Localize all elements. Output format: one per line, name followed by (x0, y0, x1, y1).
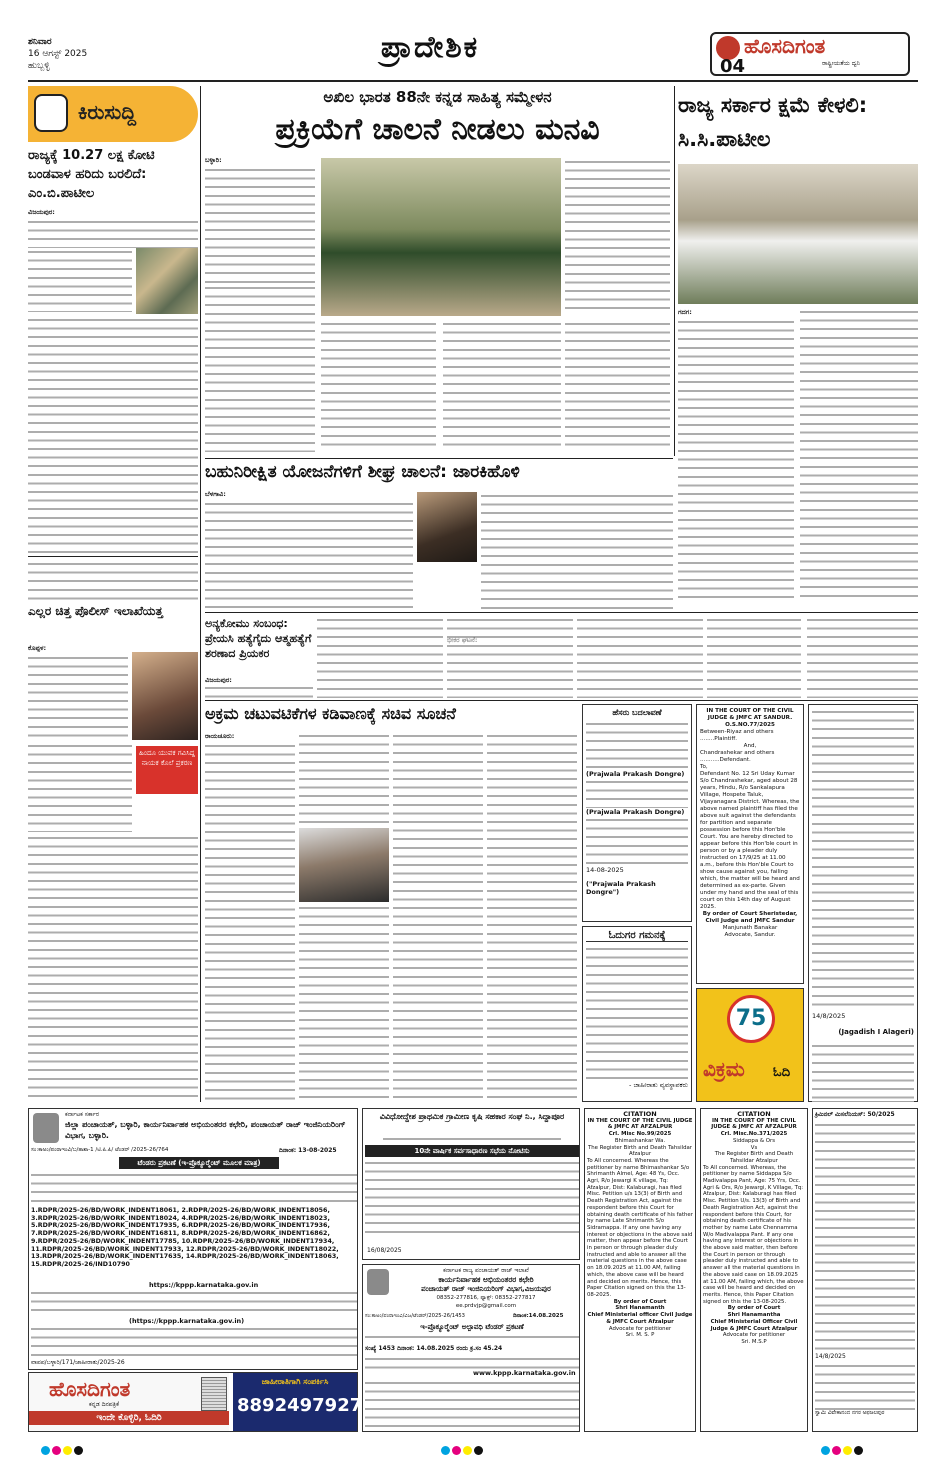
sandur-advocate: Manjunath Banakar (722, 925, 778, 931)
divider (205, 700, 918, 701)
yellow-dot (843, 1446, 852, 1455)
magenta-dot (52, 1446, 61, 1455)
kirusuddi-dateline: ವಿಜಯಪುರ: (28, 208, 55, 216)
masthead-date: 16 ಆಗಸ್ಟ್ 2025 (28, 49, 88, 59)
right-notice-1-footer (812, 1042, 914, 1102)
kirusuddi-label: ಕಿರುಸುದ್ದಿ (78, 100, 137, 124)
akrama-body-2 (299, 732, 389, 828)
subhead-police: ಎಲ್ಲರ ಚಿತ್ತ ಪೊಲೀಸ್ ಇಲಾಖೆಯತ್ತ (28, 604, 163, 618)
lead-body-col2 (321, 320, 436, 452)
sandur-advocate2: Advocate, Sandur. (724, 932, 776, 938)
vjp-body-3 (365, 1379, 579, 1429)
cyan-dot (821, 1446, 830, 1455)
right-notice-1-sign: (Jagadish I Alageri) (838, 1028, 914, 1036)
black-dot (474, 1446, 483, 1455)
readers-notice (582, 926, 692, 1102)
right-notice-1-date: 14/8/2025 (812, 1012, 846, 1020)
lead-body-col1 (205, 166, 315, 284)
zp-footer-ref: ವಾಪಪ/ಬಳ್ಳಾರಿ/171/ಜಾಹೀರಾತು/2025-26 (31, 1359, 125, 1366)
vjp-body-1 (365, 1333, 579, 1343)
zp-govt: ಕರ್ನಾಟಕ ಸರ್ಕಾರ (65, 1111, 100, 1118)
akrama-story (205, 704, 577, 1102)
ad-contact-label: ಜಾಹೀರಾತಿಗಾಗಿ ಸಂಪರ್ಕಿಸಿ (261, 1377, 329, 1386)
citation2-order: By order of Court (727, 1305, 781, 1312)
jarkiholi-story (205, 462, 673, 610)
registration-marks-center (440, 1440, 560, 1452)
cyan-dot (41, 1446, 50, 1455)
coop-banner: 10ನೇ ವಾರ್ಷಿಕ ಸರ್ವಸಾಧಾರಣ ಸಭೆಯ ನೋಟಿಸು (365, 1145, 579, 1157)
citation2-case: Crl. Misc.No.371/2025 (720, 1131, 788, 1138)
anyakoma-story (205, 616, 918, 698)
anyakoma-body-5 (707, 616, 801, 698)
lead-body-col4b (565, 320, 670, 452)
jarkiholi-body-1 (205, 500, 413, 610)
sandur-to: To, (700, 764, 708, 770)
jarkiholi-dateline: ಬೆಳಗಾವಿ: (205, 490, 226, 498)
zp-tender-ids: 1.RDPR/2025-26/BD/WORK_INDENT18061, 2.RDPR/2025-26/BD/WORK_INDENT18056, 3.RDPR/2025-26/BD/WORK_INDENT18024, 4.RDPR/2025-26/BD/WORK_INDENT18023, 5.RDPR/2025-26/BD/WORK_INDENT17935, 6.RDPR/2025-26/BD/WORK_INDENT17936, 7.RDPR/2025-26/BD/WORK_INDENT16811, 8.RDPR/2025-26/BD/WORK_INDENT16862, 9.RDPR/2025-26/BD/WORK_INDENT17785, 10.RDPR/2025-26/BD/WORK_INDENT17934, 11.RDPR/2025-26/BD/WORK_INDENT17933, 12.RDPR/2025-26/BD/WORK_INDENT18022, 13.RDPR/2025-26/BD/WORK_INDENT17635, 14.RDPR/2025-26/BD/WORK_INDENT18063, 15.RDPR/2025-26/IND10790 (31, 1207, 339, 1268)
right-notice-1-body (812, 708, 914, 1008)
zp-body-3 (31, 1325, 357, 1357)
kirusuddi-badge (28, 86, 198, 142)
citation2-vs: Vs (750, 1144, 758, 1151)
sandur-and: And, (743, 743, 757, 749)
vjp-ref: ಸಂ:ಕಾಅಂ/ಪಂರಾಇಂವಿ/ವಿಜ/ಟೆಂಡರ್/2025-26/1453 (365, 1313, 465, 1319)
ad-sub: ಕನ್ನಡ ದಿನಪತ್ರಿಕೆ (89, 1401, 120, 1408)
minister-portrait (136, 248, 198, 314)
vjp-office2: ಕಾರ್ಯನಿರ್ವಾಹಕ ಅಭಿಯಂತರರ ಕಛೇರಿ (438, 1275, 534, 1284)
vjp-portal: www.kppp.karnataka.gov.in (473, 1369, 576, 1377)
zp-portal: https://kppp.karnataka.gov.in (149, 1281, 259, 1289)
name-change-date: 14-08-2025 (586, 866, 624, 874)
anniversary-badge (727, 995, 775, 1043)
anyakoma-headline: ಅನ್ಯಕೋಮು ಸಂಬಂಧ: ಪ್ರೇಯಸಿ ಹತ್ಯೆಗೈದು ಆತ್ಮಹತ್ಯೆಗೆ ಶರಣಾದ ಪ್ರಿಯಕರ (205, 617, 312, 660)
yellow-dot (463, 1446, 472, 1455)
coop-society-notice (362, 1108, 580, 1260)
masthead-day: ಶನಿವಾರ (28, 37, 52, 47)
brand-name: ಹೊಸದಿಗಂತ (744, 34, 826, 58)
jarkiholi-body-2 (481, 492, 673, 610)
citation2-body: To All concerned. Whereas, the petitioner by name Siddappa S/o Madivalappa Pant, Age: 75 Yrs, Occ. Agri & Ors, R/o Jewargi, K Village, Tq: Afzalpur, Dist: Kalaburagi has filed Misc. Petition U/s. 13(3) of Birth and Death Registration Act, against the respondent before this Court, for obtaining death certificate of his mother by name Late Chennamma W/o Madivalappa Pant. If any one having any interest or objections in the above said matter, then before the Court in person or through pleader duly instructed and able to answer all the material questions in the above said case on 18.09.2025 at 11.00 AM, failing which, the above case will be heard and decided on merits. Hence, this Paper Citation signed on this the 13-08-2025. (703, 1164, 804, 1305)
citation2-respondent: The Register Birth and Death Tahsildar Afzalpur (714, 1151, 794, 1164)
black-dot (74, 1446, 83, 1455)
zp-tender-notice (28, 1108, 358, 1370)
citation1-respondent: The Register Birth and Death Tahsildar Afzalpur (587, 1144, 693, 1158)
name-change-notice (582, 704, 692, 922)
anyakoma-body-6 (807, 616, 918, 698)
sandur-case: O.S.NO.77/2025 (725, 722, 775, 728)
newspaper-thumbnail (201, 1377, 227, 1411)
sandur-court: IN THE COURT OF THE CIVIL JUDGE & JMFC AT SANDUR. (706, 708, 794, 721)
zp-body-2 (31, 1289, 357, 1315)
coop-title: ವಿವಿಧೋದ್ದೇಶ ಪ್ರಾಥಮಿಕ ಗ್ರಾಮೀಣ ಕೃಷಿ ಸಹಕಾರ ಸಂಘ ನಿ., ಸಿದ್ದಾಪೂರ (379, 1112, 565, 1121)
citation-notice-2 (700, 1108, 808, 1432)
vjp-body-line: ಸಂಖ್ಯೆ 1453 ದಿನಾಂಕ: 14.08.2025 ರಂದು ಕ್ರ.ಸಂ 45.24 (365, 1345, 503, 1352)
citation1-case: Crl. Misc No.99/2025 (608, 1131, 672, 1138)
section-title: ಪ್ರಾದೇಶಿಕ (380, 30, 480, 65)
right-notice-2-body (815, 1121, 915, 1351)
sandur-order: By order of Court Sheristedar, (702, 911, 798, 917)
citation1-advocate: Advocate for petitioner (608, 1325, 672, 1332)
kirusuddi-dateline-2: ಕೊಪ್ಪಳ: (28, 644, 47, 652)
akrama-body-3 (299, 904, 389, 1102)
vjp-office3: ಪಂಚಾಯತ್ ರಾಜ್ ಇಂಜಿನಿಯರಿಂಗ್ ವಿಭಾಗ,ವಿಜಯಪುರ (421, 1285, 551, 1293)
zp-body (31, 1171, 357, 1207)
anyakoma-body-1 (205, 684, 313, 698)
kirusuddi-body-1 (28, 218, 198, 248)
right-kannada-notice-2 (812, 1108, 918, 1432)
akrama-headline: ಅಕ್ರಮ ಚಟುವಟಿಕೆಗಳ ಕಡಿವಾಣಕ್ಕೆ ಸಚಿವ ಸೂಚನೆ (205, 704, 456, 723)
kirusuddi-hand-icon (34, 94, 68, 132)
vjp-email: ee.prdvjp@gmail.com (455, 1303, 517, 1309)
name-change-title: ಹೆಸರು ಬದಲಾವಣೆ (612, 708, 662, 717)
anyakoma-body-3 (447, 616, 573, 698)
citation1-court: IN THE COURT OF THE CIVIL JUDGE & JMFC AT AFZALPUR (587, 1117, 693, 1131)
zp-date: ದಿನಾಂಕ: 13-08-2025 (279, 1147, 337, 1154)
jarkiholi-headline: ಬಹುನಿರೀಕ್ಷಿತ ಯೋಜನೆಗಳಿಗೆ ಶೀಘ್ರ ಚಾಲನೆ: ಜಾರಕಿಹೊಳಿ (205, 462, 520, 482)
masthead-rule (28, 80, 918, 82)
citation2-advocate-name: Sri. M.S.P (741, 1338, 767, 1345)
kirusuddi-body-3 (28, 316, 198, 556)
lead-photo (321, 158, 561, 316)
name-change-body-3 (586, 816, 688, 866)
patil-photo (678, 164, 918, 304)
right-kannada-notice-1 (808, 704, 918, 1102)
jarkiholi-portrait (417, 492, 477, 562)
citation1-order: By order of Court (613, 1298, 667, 1305)
vjp-phone: 08352-277816, ಫ್ಯಾಕ್ಸ್: 08352-277817 (436, 1295, 536, 1301)
coop-subline (383, 1135, 561, 1143)
citation1-body: To All concerned. Whereas the petitioner by name Bhimashankar S/o Shrimanth Almel, Age: 48 Ys, Occ. Agri, R/o Jewargi K village, Tq: Afzalpur, Dist: Kalaburagi, has filed Misc. Petition u/s 13(3) of Birth and Death Registration Act, against the respondent before this Court for obtaining death certificate of his father by name Late Shrimanth S/o Sidramappa. If any one having any interest or objections in the above said matter, then appear before the Court in person or through pleader duly instructed and able to answer all the material questions in the above case on 18.09.2025 at 11.00 AM, failing which, the above case will be heard and decided on merits. Hence, this Paper Citation signed on this the 13-08-2025. (587, 1157, 693, 1298)
citation2-title: CITATION (737, 1110, 771, 1118)
sandur-body: Defendant No. 12 Sri Uday Kumar S/o Chandrashekar, aged about 28 years, Hindu, R/o Sankalapura Village, Hospete Taluk, Vijayanagara District. Whereas, the above named plaintiff has filed the above suit against the defendants for partition and separate possession before this Hon'ble Court. You are hereby directed to appear before this Hon'ble court in person or by a pleader duly instructed on 17/9/25 at 11.00 a.m., before this Hon'ble Court to show cause against you, failing which, the matter will be heard and determined as ex-parte. Given under my hand and the seal of this court on this 14th day of August 2025. (700, 771, 800, 910)
col-divider-left (200, 86, 201, 1102)
caption-box (136, 746, 198, 794)
page-number: 04 (720, 56, 746, 77)
kirusuddi-lower (28, 742, 198, 1102)
right-notice-2-footer: ಸ್ವಾಮಿ ವಿವೇಕಾನಂದ ನಗರ ಅಫಜಲಪುರ (815, 1410, 885, 1416)
state-emblem-icon (367, 1269, 389, 1295)
name-change-body-1 (586, 720, 688, 770)
lead-dateline: ಬಳ್ಳಾರಿ: (205, 156, 222, 164)
hosadiganta-ad (28, 1372, 363, 1432)
readers-notice-body (586, 945, 688, 1081)
ad-cta: ಇಂದೇ ಕೊಳ್ಳಿರಿ, ಓದಿರಿ (29, 1411, 229, 1425)
zp-portal-2: (https://kppp.karnataka.gov.in) (129, 1317, 245, 1325)
sandur-judge: Civil Judge and JMFC Sandur (705, 918, 795, 924)
readers-notice-title: ಓದುಗರ ಗಮನಕ್ಕೆ (586, 930, 688, 942)
masthead-city: ಹುಬ್ಬಳ್ಳಿ (28, 61, 50, 71)
col-divider-mid (674, 86, 675, 456)
kirusuddi-headline: ರಾಜ್ಯಕ್ಕೆ 10.27 ಲಕ್ಷ ಕೋಟಿ ಬಂಡವಾಳ ಹರಿದು ಬರಲಿದೆ: ಎಂ.ಬಿ.ಪಾಟೀಲ (28, 148, 155, 201)
magenta-dot (452, 1446, 461, 1455)
citation1-clerk: Shri Hanamanth (615, 1305, 665, 1312)
yellow-dot (63, 1446, 72, 1455)
sandur-role1: ........Plaintiff. (700, 736, 738, 742)
ad-brand-panel (29, 1373, 229, 1431)
victim-portrait (132, 652, 198, 740)
right-notice-2-body-2 (815, 1362, 915, 1410)
lead-body-col3 (443, 320, 561, 452)
sandur-court-notice (696, 704, 804, 984)
lead-kicker: ಅಖಿಲ ಭಾರತ 88ನೇ ಕನ್ನಡ ಸಾಹಿತ್ಯ ಸಮ್ಮೇಳನ (323, 88, 552, 106)
divider (205, 458, 673, 459)
divider (28, 556, 198, 557)
sandur-parties1: Between-Riyaz and others (700, 729, 774, 735)
kirusuddi-body-4 (28, 560, 198, 600)
anyakoma-body-2 (317, 616, 443, 698)
citation2-petitioner: Siddappa & Ors (732, 1137, 776, 1144)
akrama-dateline: ರಾಯಚೂರು: (205, 732, 235, 740)
vjp-body-2 (365, 1355, 579, 1369)
kirusuddi-body-5 (28, 654, 128, 739)
patil-headline: ರಾಜ್ಯ ಸರ್ಕಾರ ಕ್ಷಮೆ ಕೇಳಲಿ: ಸಿ.ಸಿ.ಪಾಟೀಲ (678, 93, 868, 151)
date-block (28, 36, 138, 76)
name-change-sign: ("Prajwala Prakash Dongre") (586, 880, 656, 896)
right-notice-2-date: 14/8/2025 (815, 1353, 846, 1360)
akrama-body-1 (205, 742, 295, 1102)
citation1-officer: Chief Ministerial officer Civil Judge & JMFC Court Afzalpur (587, 1312, 693, 1325)
zp-title: ಟೆಂಡರು ಪ್ರಕಟಣೆ (ಇ-ಪ್ರೊಕ್ಯೂರ್‍ಮೆಂಟ್ ಮೂಲಕ ಮಾತ್ರ) (119, 1157, 279, 1169)
vjp-office1: ಕರ್ನಾಟಕ ರಾಜ್ಯ ಪಂಚಾಯತ್ ರಾಜ್ ಇಲಾಖೆ (443, 1267, 529, 1274)
vikrama-name: ವಿಕ್ರಮ (703, 1057, 745, 1081)
zp-ref: ಸಂ:ಕಾಅಂ/ಪಂರಾಇಂವಿ/ಬ/ತಾಶಾ-1 /ಟಿ.ಪಿ.ಪಿ/ ಟೆಂಡರ್ /2025-26/764 (31, 1147, 169, 1153)
photo-caption: ಹಿಂದೂ ಯುವಕ ಗವಿಸಿದ್ದ ನಾಯಕ ಕೊಲೆ ಪ್ರಕರಣ (139, 749, 195, 767)
lead-headline: ಪ್ರಕ್ರಿಯೆಗೆ ಚಾಲನೆ ನೀಡಲು ಮನವಿ (275, 112, 600, 147)
masthead (0, 0, 945, 84)
ad-brand: ಹೊಸದಿಗಂತ (49, 1377, 131, 1401)
vikrama-ad (696, 988, 804, 1102)
sandur-role2: ...........Defendant. (700, 757, 751, 763)
citation1-petitioner: Bhimashankar Wa. (614, 1137, 666, 1144)
cyan-dot (441, 1446, 450, 1455)
brand-tagline: ರಾಷ್ಟ್ರೀಯತೆಯ ದ್ವನಿ (822, 60, 860, 67)
zp-office: ಜಿಲ್ಲಾ ಪಂಚಾಯತ್, ಬಳ್ಳಾರಿ, ಕಾರ್ಯನಿರ್ವಾಹಕ ಅಭಿಯಂತರರ ಕಛೇರಿ, ಪಂಚಾಯತ್ ರಾಜ್ ಇಂಜಿನಿಯರಿಂಗ್ ವಿಭಾಗ, ಬಳ್ಳಾರಿ. (65, 1120, 346, 1140)
citation2-advocate: Advocate for petitioner (722, 1332, 786, 1339)
name-change-name2: (Prajwala Prakash Dongre) (586, 808, 685, 816)
patil-dateline: ಗದಗ: (678, 308, 692, 316)
citation-notice-1 (584, 1108, 696, 1432)
ad-contact-panel (233, 1373, 363, 1431)
patil-body-col2 (800, 308, 918, 602)
citation2-court: IN THE COURT OF THE CIVIL JUDGE & JMFC AT AFZALPUR (711, 1117, 797, 1131)
coop-body (365, 1159, 579, 1239)
patil-story (678, 86, 918, 606)
kirusuddi-body-6 (28, 742, 132, 832)
ad-phone: 8892497927 (237, 1395, 363, 1416)
kirusuddi-section (28, 86, 198, 741)
akrama-body-5 (487, 732, 577, 1102)
sandur-parties2: Chandrashekar and others (700, 750, 775, 756)
anyakoma-body-4 (577, 616, 703, 698)
name-change-name1: (Prajwala Prakash Dongre) (586, 770, 685, 778)
coop-date: 16/08/2025 (367, 1247, 402, 1254)
minister-photo (299, 828, 389, 902)
magenta-dot (832, 1446, 841, 1455)
readers-notice-footer: - ಜಾಹೀರಾತು ವ್ಯವಸ್ಥಾಪಕರು (629, 1081, 688, 1089)
anyakoma-dateline: ವಿಜಯಪುರ: (205, 676, 232, 684)
registration-marks-left (40, 1440, 160, 1452)
vjp-date: ದಿನಾಂಕ:14.08.2025 (513, 1313, 564, 1319)
citation1-advocate-name: Sri. M. S. P (625, 1332, 655, 1339)
lead-story (205, 86, 670, 456)
citation2-officer: Chief Ministerial Officer Civil Judge & JMFC Court Afzalpur (710, 1318, 798, 1332)
right-notice-2-case: ಕ್ರಿಮಿನಲ್ ಮಿಸಲೆನಿಯಸ್: 50/2025 (815, 1111, 895, 1118)
divider (205, 612, 918, 613)
govt-emblem-icon (33, 1113, 59, 1143)
vikrama-sub: ಓದಿ (773, 1065, 791, 1080)
black-dot (854, 1446, 863, 1455)
lead-body-col4 (565, 158, 670, 316)
citation2-clerk: Shri Hanamantha (727, 1312, 781, 1319)
registration-marks-right (820, 1440, 940, 1452)
kirusuddi-body-7 (28, 834, 198, 1102)
vijayapura-tender-notice (362, 1264, 580, 1432)
brand-box (710, 32, 910, 76)
citation1-title: CITATION (623, 1110, 657, 1118)
kirusuddi-body-2 (28, 248, 132, 312)
patil-body-col1 (678, 318, 794, 602)
vjp-title: ಇ-ಪ್ರೊಕ್ಯೂರ್‍ಮೆಂಟ್ ಅಲ್ಪಾವಧಿ ಟೆಂಡರ್ ಪ್ರಕಟಣೆ (420, 1323, 524, 1331)
name-change-body-2 (586, 778, 688, 808)
anniversary-number: 75 (735, 1006, 767, 1031)
lead-body-col1b (205, 284, 315, 452)
akrama-body-4 (393, 732, 483, 1102)
